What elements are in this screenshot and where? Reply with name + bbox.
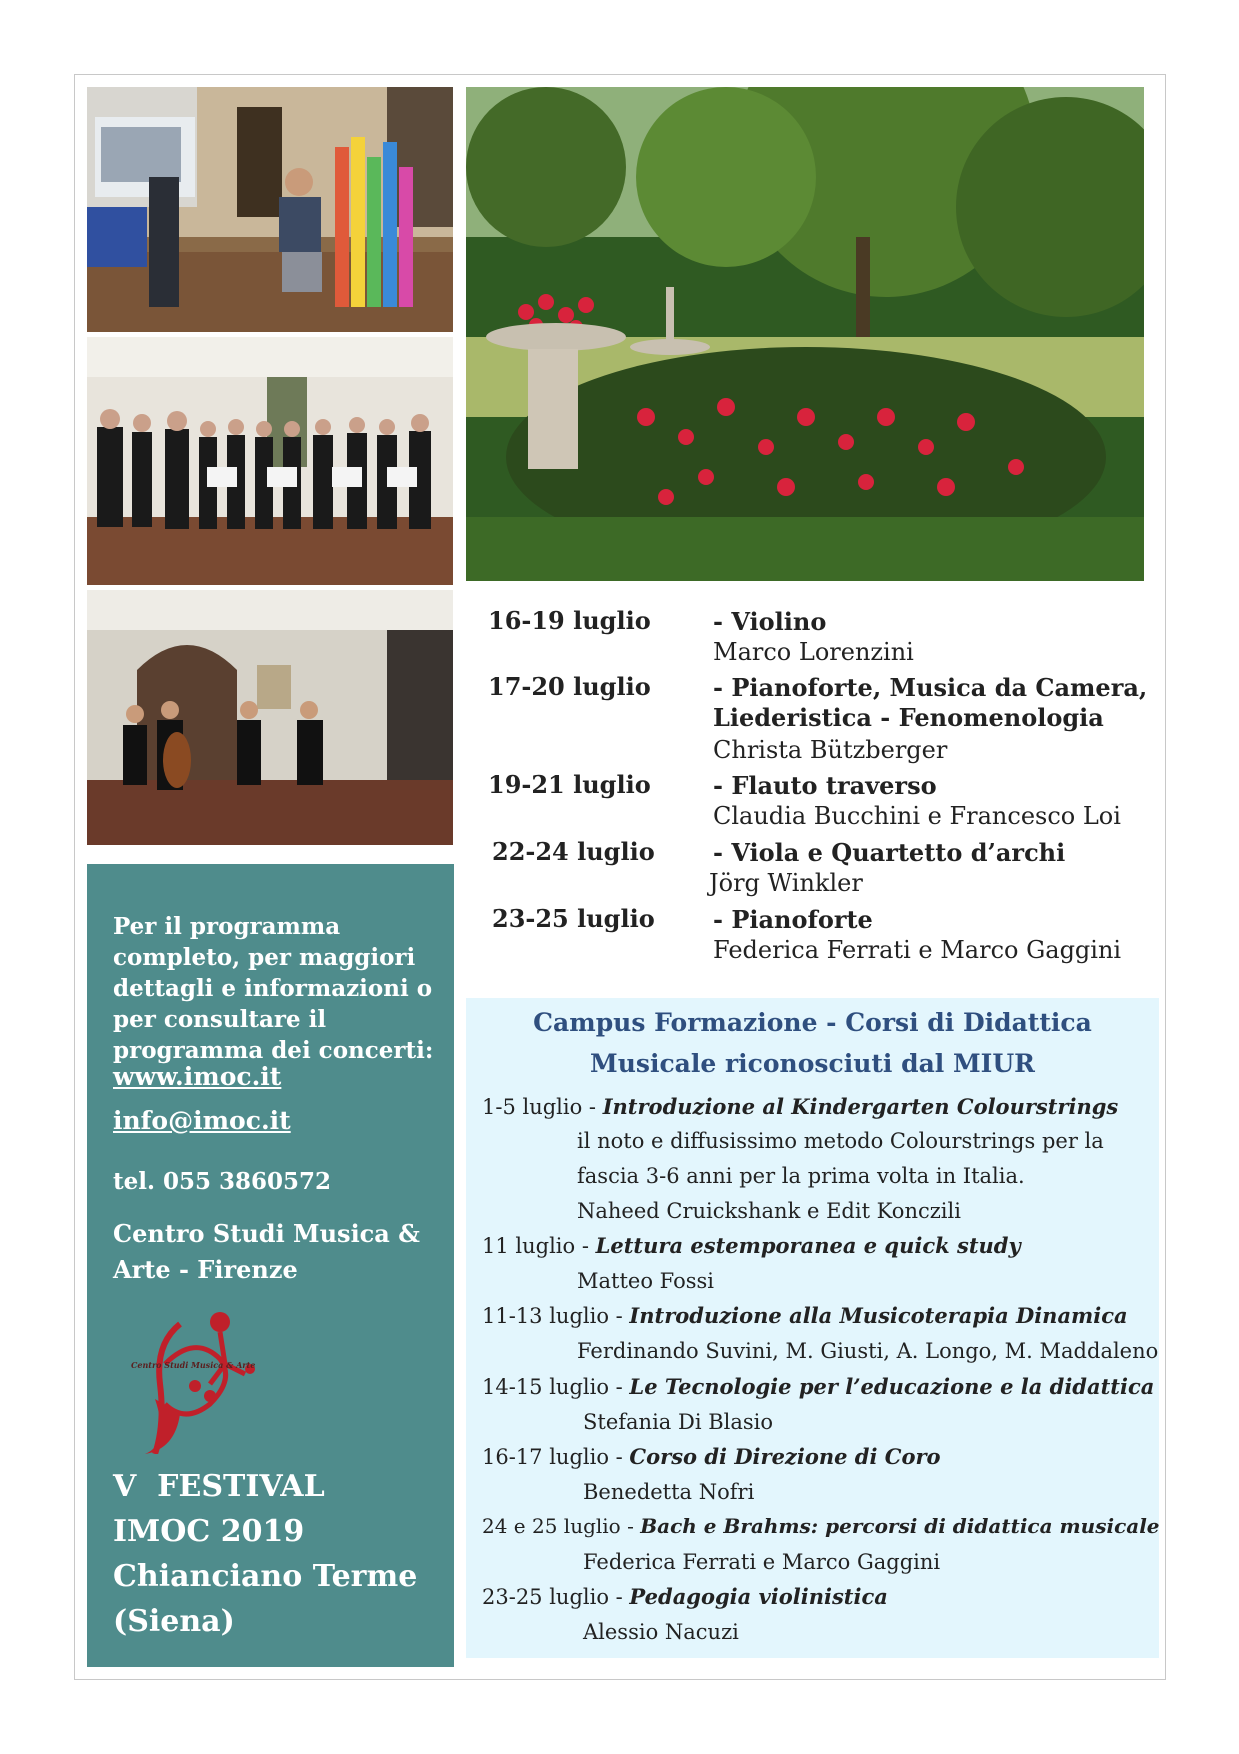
campus-item-detail: fascia 3-6 anni per la prima volta in Italia. <box>577 1164 1025 1188</box>
campus-item-date: 11 luglio - <box>482 1234 596 1258</box>
course-date: 17-20 luglio <box>488 672 651 701</box>
course-teacher: Marco Lorenzini <box>713 638 914 666</box>
campus-item <box>482 1303 1157 1328</box>
campus-item-detail: il noto e diffusissimo metodo Colourstrings per la <box>577 1129 1104 1153</box>
logo-caption: Centro Studi Musica & Arte <box>131 1360 256 1370</box>
campus-heading-1: Campus Formazione - Corsi di Didattica <box>533 1008 1092 1037</box>
campus-item <box>482 1514 1160 1538</box>
garden-photo <box>466 87 1144 581</box>
course-teacher: Christa Bützberger <box>713 736 948 764</box>
campus-item-title: Corso di Direzione di Coro <box>629 1444 941 1469</box>
campus-item-date: 16-17 luglio - <box>482 1445 630 1469</box>
course-title-continued: Liederistica - Fenomenologia <box>713 703 1104 732</box>
campus-heading-2: Musicale riconosciuti dal MIUR <box>590 1049 1035 1078</box>
campus-item-teacher: Naheed Cruickshank e Edit Konczili <box>577 1199 961 1223</box>
campus-item-teacher: Alessio Nacuzi <box>583 1620 739 1644</box>
email-link[interactable]: info@imoc.it <box>113 1106 291 1135</box>
course-title: - Viola e Quartetto d’archi <box>713 838 1066 867</box>
campus-item-teacher: Federica Ferrati e Marco Gaggini <box>583 1550 941 1574</box>
campus-item <box>482 1374 1157 1399</box>
campus-item-teacher: Stefania Di Blasio <box>583 1410 774 1434</box>
festival-line-4: (Siena) <box>113 1604 235 1639</box>
classroom-photo <box>87 87 453 332</box>
course-date: 16-19 luglio <box>488 606 651 635</box>
campus-item-title: Le Tecnologie per l’educazione e la didattica <box>629 1374 1155 1399</box>
campus-item-date: 24 e 25 luglio - <box>482 1514 641 1538</box>
course-title: - Flauto traverso <box>713 771 937 800</box>
string-quartet-photo <box>87 590 453 845</box>
organizer-name: Centro Studi Musica & Arte - Firenze <box>113 1219 420 1284</box>
campus-item-date: 11-13 luglio - <box>482 1304 630 1328</box>
course-teacher: Claudia Bucchini e Francesco Loi <box>713 802 1121 830</box>
festival-line-2: IMOC 2019 <box>113 1514 305 1549</box>
campus-item-date: 1-5 luglio - <box>482 1095 603 1119</box>
campus-item-teacher: Ferdinando Suvini, M. Giusti, A. Longo, M. Maddaleno <box>577 1339 1159 1363</box>
festival-line-3: Chianciano Terme <box>113 1559 418 1594</box>
campus-item-title: Introduzione al Kindergarten Colourstrings <box>602 1094 1119 1119</box>
campus-item-title: Bach e Brahms: percorsi di didattica musicale <box>640 1514 1160 1538</box>
campus-box <box>466 998 1159 1658</box>
campus-item-teacher: Matteo Fossi <box>577 1269 714 1293</box>
campus-item-teacher: Benedetta Nofri <box>583 1480 755 1504</box>
campus-item <box>482 1233 1157 1258</box>
course-title: - Pianoforte <box>713 905 873 934</box>
info-sidebar <box>87 864 454 1667</box>
campus-item <box>482 1094 1157 1119</box>
website-link[interactable]: www.imoc.it <box>113 1062 282 1091</box>
course-title: - Pianoforte, Musica da Camera, <box>713 673 1148 702</box>
course-teacher: Federica Ferrati e Marco Gaggini <box>713 936 1122 964</box>
campus-item-date: 14-15 luglio - <box>482 1375 630 1399</box>
campus-item-title: Introduzione alla Musicoterapia Dinamica <box>629 1303 1128 1328</box>
course-date: 19-21 luglio <box>488 770 651 799</box>
ensemble-photo <box>87 337 453 585</box>
campus-item-title: Lettura estemporanea e quick study <box>595 1233 1021 1258</box>
campus-item <box>482 1444 1157 1469</box>
course-date: 22-24 luglio <box>492 837 655 866</box>
festival-line-1: V FESTIVAL <box>113 1469 325 1504</box>
centro-studi-logo <box>125 1304 277 1454</box>
course-date: 23-25 luglio <box>492 904 655 933</box>
festival-title <box>113 1464 443 1644</box>
campus-item-title: Pedagogia violinistica <box>629 1584 888 1609</box>
course-teacher: Jörg Winkler <box>709 869 863 897</box>
course-title: - Violino <box>713 607 827 636</box>
campus-item <box>482 1584 1157 1609</box>
campus-item-date: 23-25 luglio - <box>482 1585 630 1609</box>
program-info-text: Per il programma completo, per maggiori dettagli e informazioni o per consultare il programma dei concerti: <box>113 913 434 1064</box>
phone-number: tel. 055 3860572 <box>113 1168 332 1195</box>
